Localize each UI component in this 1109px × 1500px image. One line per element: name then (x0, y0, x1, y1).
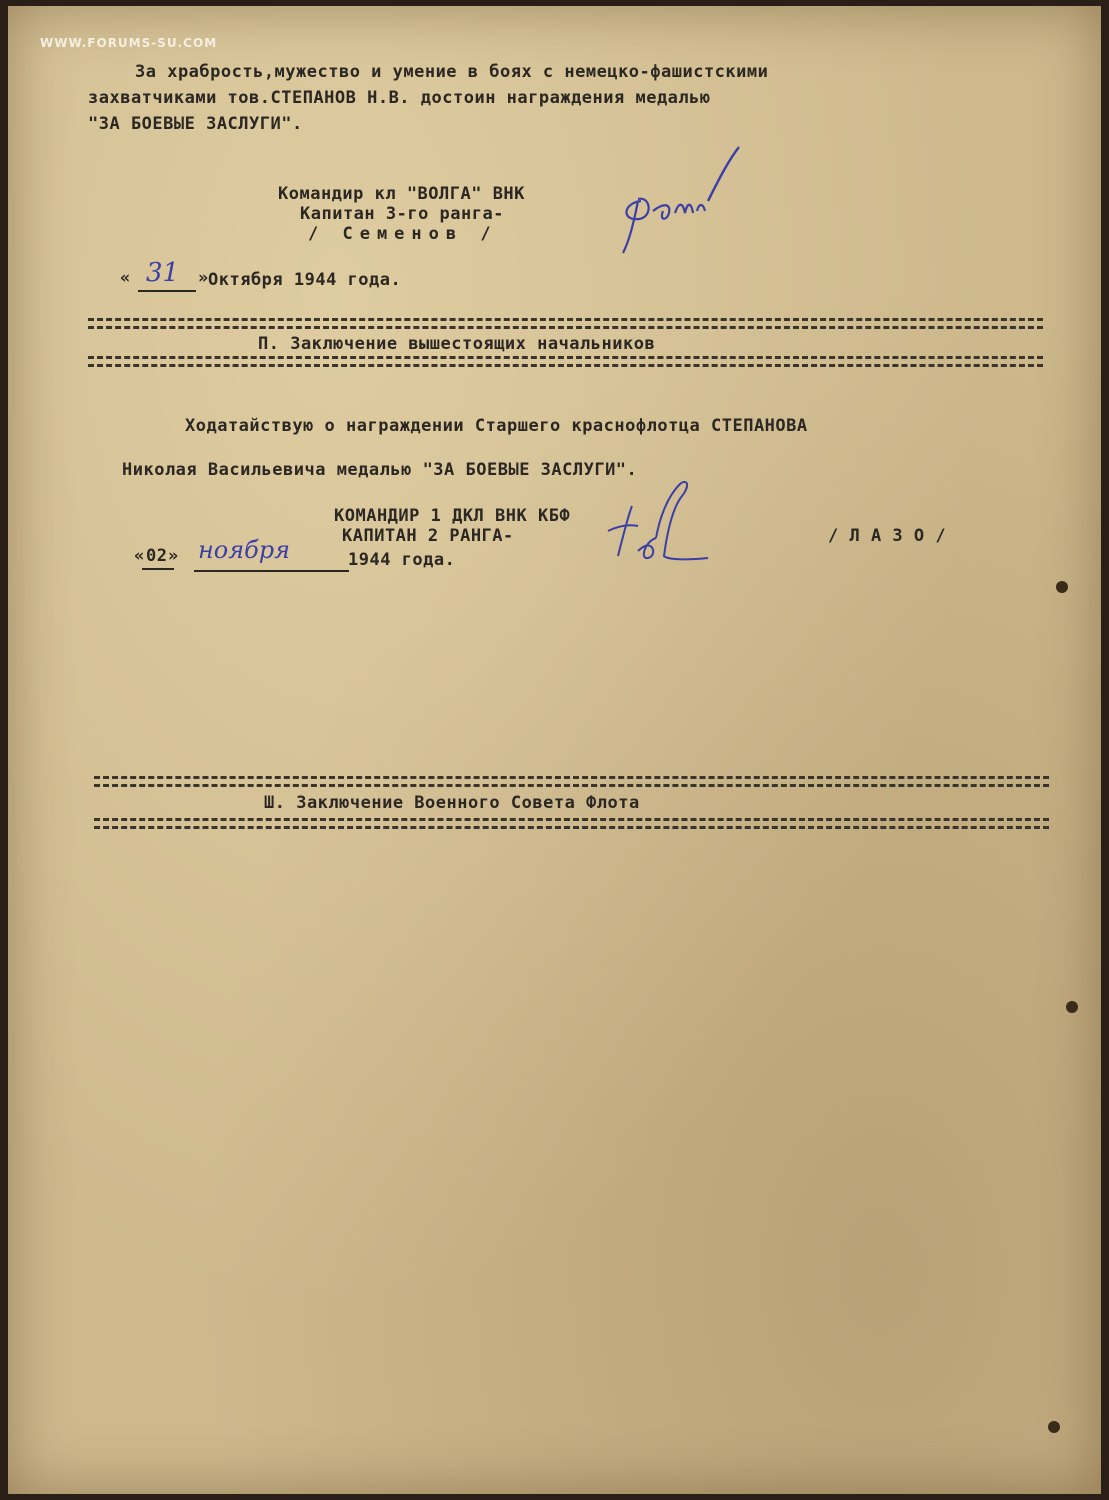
commander-title-line-2: Капитан 3-го ранга- (300, 204, 504, 224)
award-text-line-3: "ЗА БОЕВЫЕ ЗАСЛУГИ". (88, 114, 303, 134)
date-day-handwritten: 31 (146, 258, 180, 288)
higher-commander-line-2: КАПИТАН 2 РАНГА- (342, 526, 514, 546)
watermark-text: WWW.FORUMS-SU.COM (40, 36, 218, 50)
higher-commander-line-1: КОМАНДИР 1 ДКЛ ВНК КБФ (334, 506, 571, 526)
commander-title-line-1: Командир кл "ВОЛГА" ВНК (278, 184, 525, 204)
punch-hole (1056, 581, 1068, 593)
divider-rule (88, 364, 1043, 367)
date2-close-quote: » (168, 546, 179, 566)
date2-month-handwritten: ноября (198, 536, 291, 564)
divider-rule (88, 356, 1043, 359)
date-rest: Октября 1944 года. (208, 270, 402, 290)
divider-rule (94, 818, 1049, 821)
date2-open-quote: « (134, 546, 145, 566)
document-page (8, 6, 1101, 1494)
date2-month-underline (194, 570, 349, 572)
section-3-header: Ш. Заключение Военного Совета Флота (264, 793, 640, 813)
divider-rule (88, 318, 1043, 321)
higher-commander-name: / Л А З О / (828, 526, 947, 546)
divider-rule (94, 826, 1049, 829)
higher-commander-signature (598, 476, 718, 576)
punch-hole (1048, 1421, 1060, 1433)
divider-rule (94, 784, 1049, 787)
date2-year: 1944 года. (348, 550, 456, 570)
award-text-line-2: захватчиками тов.СТЕПАНОВ Н.В. достоин награждения медалью (88, 88, 711, 108)
commander-name: / Семенов / (308, 224, 498, 244)
date-close-quote: » (198, 268, 209, 288)
award-text-line-1: За храбрость,мужество и умение в боях с немецко-фашистскими (135, 62, 769, 82)
date2-day-underline (142, 568, 174, 570)
date2-day: 02 (146, 546, 168, 566)
section-2-header: П. Заключение вышестоящих начальников (258, 334, 656, 354)
commander-signature (593, 141, 743, 256)
punch-hole (1066, 1001, 1078, 1013)
petition-text-line-2: Николая Васильевича медалью "ЗА БОЕВЫЕ ЗАСЛУГИ". (122, 460, 638, 480)
divider-rule (94, 776, 1049, 779)
divider-rule (88, 326, 1043, 329)
petition-text-line-1: Ходатайствую о награждении Старшего краснофлотца СТЕПАНОВА (185, 416, 808, 436)
date-day-underline (138, 290, 196, 292)
date-open-quote: « (120, 268, 131, 288)
